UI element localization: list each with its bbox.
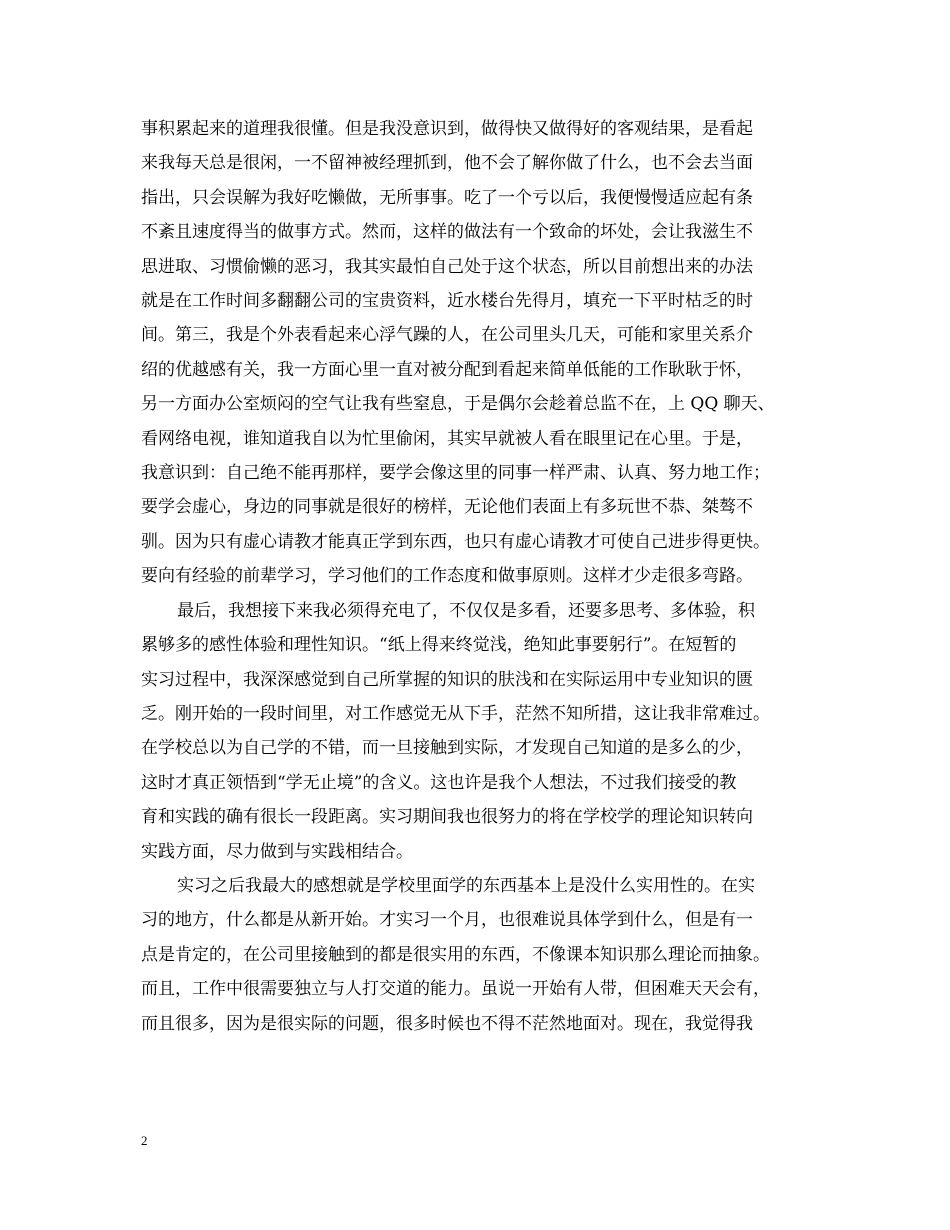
text-line: 思进取、习惯偷懒的恶习，我其实最怕自己处于这个状态，所以目前想出来的办法 [141, 256, 753, 277]
text-line: 绍的优越感有关，我一方面心里一直对被分配到看起来简单低能的工作耿耿于怀， [141, 359, 753, 380]
text-line: 看网络电视，谁知道我自以为忙里偷闲，其实早就被人看在眼里记在心里。于是， [141, 428, 753, 449]
text-line: 不紊且速度得当的做事方式。然而，这样的做法有一个致命的坏处，会让我滋生不 [141, 222, 753, 243]
text-line: 习的地方，什么都是从新开始。才实习一个月，也很难说具体学到什么，但是有一 [141, 910, 753, 931]
text-line: 事积累起来的道理我很懂。但是我没意识到，做得快又做得好的客观结果，是看起 [141, 119, 753, 139]
body-text [141, 112, 826, 1041]
text-line: 这时才真正领悟到“学无止境”的含义。这也许是我个人想法，不过我们接受的教 [141, 772, 737, 793]
text-line: 另一方面办公室烦闷的空气让我有些窒息，于是偶尔会趁着总监不在，上 QQ 聊天、 [141, 394, 775, 415]
text-line: 而且，工作中很需要独立与人打交道的能力。虽说一开始有人带，但困难天天会有， [141, 979, 770, 1000]
text-line: 指出，只会误解为我好吃懒做，无所事事。吃了一个亏以后，我便慢慢适应起有条 [141, 187, 753, 208]
paragraph-first-line: 最后，我想接下来我必须得充电了，不仅仅是多看，还要多思考、多体验，积 [177, 600, 755, 621]
text-line: 来我每天总是很闲，一不留神被经理抓到，他不会了解你做了什么，也不会去当面 [141, 153, 753, 174]
page-number: 2 [141, 1133, 148, 1148]
paragraph-first-line: 实习之后我最大的感想就是学校里面学的东西基本上是没什么实用性的。在实 [177, 875, 755, 896]
text-line: 实践方面，尽力做到与实践相结合。 [141, 841, 413, 862]
text-line: 而且很多，因为是很实际的问题，很多时候也不得不茫然地面对。现在，我觉得我 [141, 1013, 753, 1034]
text-line: 就是在工作时间多翻翻公司的宝贵资料，近水楼台先得月，填充一下平时枯乏的时 [141, 291, 753, 312]
text-line: 乏。刚开始的一段时间里，对工作感觉无从下手，茫然不知所措，这让我非常难过。 [141, 703, 770, 724]
text-line: 育和实践的确有很长一段距离。实习期间我也很努力的将在学校学的理论知识转向 [141, 807, 753, 828]
text-line: 实习过程中，我深深感觉到自己所掌握的知识的肤浅和在实际运用中专业知识的匮 [141, 669, 753, 690]
text-line: 间。第三，我是个外表看起来心浮气躁的人，在公司里头几天，可能和家里关系介 [141, 325, 753, 346]
text-line: 驯。因为只有虚心请教才能真正学到东西，也只有虚心请教才可使自己进步得更快。 [141, 531, 770, 552]
text-line: 在学校总以为自己学的不错，而一旦接触到实际，才发现自己知道的是多么的少， [141, 738, 753, 759]
text-line: 要向有经验的前辈学习，学习他们的工作态度和做事原则。这样才少走很多弯路。 [141, 566, 753, 587]
text-line: 点是肯定的，在公司里接触到的都是很实用的东西，不像课本知识那么理论而抽象。 [141, 944, 770, 965]
text-line: 我意识到：自己绝不能再那样，要学会像这里的同事一样严肃、认真、努力地工作； [141, 463, 770, 484]
text-line: 要学会虚心，身边的同事就是很好的榜样，无论他们表面上有多玩世不恭、桀骜不 [141, 497, 753, 518]
text-line: 累够多的感性体验和理性知识。“纸上得来终觉浅，绝知此事要躬行”。在短暂的 [141, 635, 737, 656]
